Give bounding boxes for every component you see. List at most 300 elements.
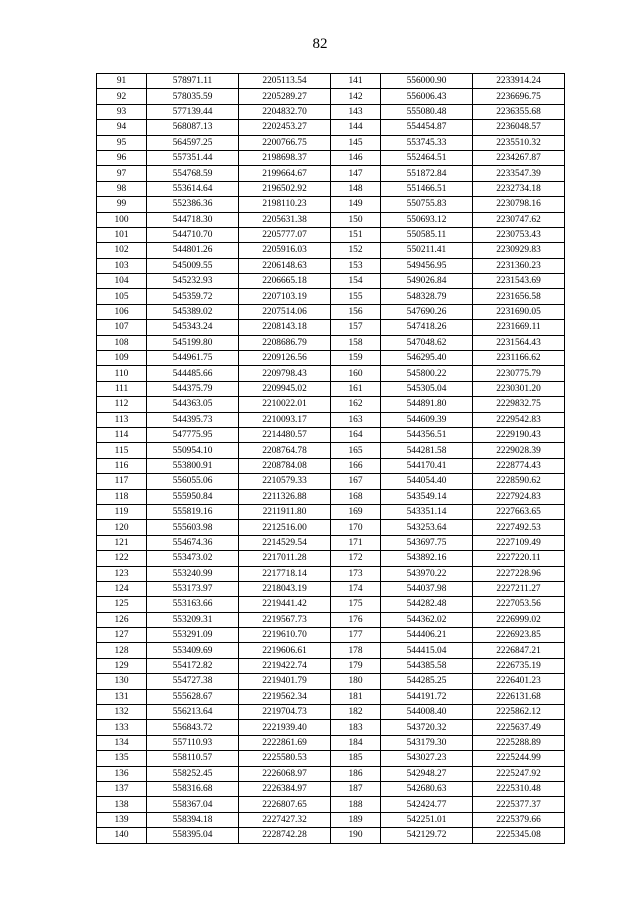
x-coordinate-cell: 548328.79	[381, 289, 473, 304]
table-row	[97, 289, 565, 304]
y-coordinate-cell: 2200766.75	[239, 135, 331, 150]
table-row	[97, 366, 565, 381]
point-number-cell: 93	[97, 104, 147, 119]
point-number-cell: 171	[331, 535, 381, 550]
x-coordinate-cell: 550954.10	[147, 443, 239, 458]
table-row	[97, 458, 565, 473]
table-row	[97, 335, 565, 350]
y-coordinate-cell: 2230798.16	[473, 197, 565, 212]
point-number-cell: 106	[97, 304, 147, 319]
x-coordinate-cell: 556213.64	[147, 705, 239, 720]
x-coordinate-cell: 544191.72	[381, 689, 473, 704]
x-coordinate-cell: 543892.16	[381, 551, 473, 566]
x-coordinate-cell: 542424.77	[381, 797, 473, 812]
y-coordinate-cell: 2219441.42	[239, 597, 331, 612]
x-coordinate-cell: 542680.63	[381, 781, 473, 796]
table-row	[97, 643, 565, 658]
y-coordinate-cell: 2233547.39	[473, 166, 565, 181]
point-number-cell: 184	[331, 735, 381, 750]
x-coordinate-cell: 544362.02	[381, 612, 473, 627]
y-coordinate-cell: 2234267.87	[473, 150, 565, 165]
y-coordinate-cell: 2198698.37	[239, 150, 331, 165]
x-coordinate-cell: 550211.41	[381, 243, 473, 258]
table-row	[97, 381, 565, 396]
x-coordinate-cell: 543179.30	[381, 735, 473, 750]
x-coordinate-cell: 542251.01	[381, 812, 473, 827]
x-coordinate-cell: 544375.79	[147, 381, 239, 396]
x-coordinate-cell: 558395.04	[147, 828, 239, 843]
point-number-cell: 109	[97, 351, 147, 366]
table-row	[97, 89, 565, 104]
point-number-cell: 161	[331, 381, 381, 396]
y-coordinate-cell: 2233914.24	[473, 74, 565, 89]
table-row	[97, 812, 565, 827]
y-coordinate-cell: 2205113.54	[239, 74, 331, 89]
x-coordinate-cell: 558367.04	[147, 797, 239, 812]
table-row	[97, 427, 565, 442]
x-coordinate-cell: 578971.11	[147, 74, 239, 89]
x-coordinate-cell: 545359.72	[147, 289, 239, 304]
y-coordinate-cell: 2227109.49	[473, 535, 565, 550]
y-coordinate-cell: 2230747.62	[473, 212, 565, 227]
y-coordinate-cell: 2226131.68	[473, 689, 565, 704]
y-coordinate-cell: 2206665.18	[239, 274, 331, 289]
y-coordinate-cell: 2231564.43	[473, 335, 565, 350]
point-number-cell: 172	[331, 551, 381, 566]
y-coordinate-cell: 2204832.70	[239, 104, 331, 119]
point-number-cell: 162	[331, 397, 381, 412]
point-number-cell: 174	[331, 581, 381, 596]
point-number-cell: 123	[97, 566, 147, 581]
y-coordinate-cell: 2227663.65	[473, 504, 565, 519]
point-number-cell: 98	[97, 181, 147, 196]
y-coordinate-cell: 2219401.79	[239, 674, 331, 689]
y-coordinate-cell: 2225345.08	[473, 828, 565, 843]
x-coordinate-cell: 553800.91	[147, 458, 239, 473]
x-coordinate-cell: 546295.40	[381, 351, 473, 366]
x-coordinate-cell: 578035.59	[147, 89, 239, 104]
x-coordinate-cell: 553173.97	[147, 581, 239, 596]
y-coordinate-cell: 2199664.67	[239, 166, 331, 181]
x-coordinate-cell: 550755.83	[381, 197, 473, 212]
point-number-cell: 122	[97, 551, 147, 566]
point-number-cell: 180	[331, 674, 381, 689]
x-coordinate-cell: 558394.18	[147, 812, 239, 827]
x-coordinate-cell: 558110.57	[147, 751, 239, 766]
x-coordinate-cell: 545343.24	[147, 320, 239, 335]
x-coordinate-cell: 544485.66	[147, 366, 239, 381]
y-coordinate-cell: 2225244.99	[473, 751, 565, 766]
table-row	[97, 751, 565, 766]
y-coordinate-cell: 2219610.70	[239, 628, 331, 643]
point-number-cell: 165	[331, 443, 381, 458]
point-number-cell: 152	[331, 243, 381, 258]
y-coordinate-cell: 2196502.92	[239, 181, 331, 196]
x-coordinate-cell: 553614.64	[147, 181, 239, 196]
y-coordinate-cell: 2219606.61	[239, 643, 331, 658]
y-coordinate-cell: 2205631.38	[239, 212, 331, 227]
x-coordinate-cell: 557351.44	[147, 150, 239, 165]
y-coordinate-cell: 2214529.54	[239, 535, 331, 550]
point-number-cell: 185	[331, 751, 381, 766]
x-coordinate-cell: 543027.23	[381, 751, 473, 766]
x-coordinate-cell: 553163.66	[147, 597, 239, 612]
x-coordinate-cell: 542129.72	[381, 828, 473, 843]
y-coordinate-cell: 2235510.32	[473, 135, 565, 150]
y-coordinate-cell: 2227220.11	[473, 551, 565, 566]
y-coordinate-cell: 2226807.65	[239, 797, 331, 812]
y-coordinate-cell: 2219704.73	[239, 705, 331, 720]
y-coordinate-cell: 2209945.02	[239, 381, 331, 396]
y-coordinate-cell: 2226999.02	[473, 612, 565, 627]
x-coordinate-cell: 555080.48	[381, 104, 473, 119]
point-number-cell: 94	[97, 120, 147, 135]
y-coordinate-cell: 2225379.66	[473, 812, 565, 827]
point-number-cell: 128	[97, 643, 147, 658]
table-row	[97, 535, 565, 550]
y-coordinate-cell: 2228774.43	[473, 458, 565, 473]
y-coordinate-cell: 2225862.12	[473, 705, 565, 720]
point-number-cell: 142	[331, 89, 381, 104]
table-row	[97, 150, 565, 165]
y-coordinate-cell: 2227492.53	[473, 520, 565, 535]
point-number-cell: 105	[97, 289, 147, 304]
x-coordinate-cell: 544363.05	[147, 397, 239, 412]
point-number-cell: 124	[97, 581, 147, 596]
table-row	[97, 612, 565, 627]
x-coordinate-cell: 547048.62	[381, 335, 473, 350]
table-row	[97, 351, 565, 366]
y-coordinate-cell: 2231669.11	[473, 320, 565, 335]
point-number-cell: 140	[97, 828, 147, 843]
y-coordinate-cell: 2231656.58	[473, 289, 565, 304]
y-coordinate-cell: 2208143.18	[239, 320, 331, 335]
point-number-cell: 130	[97, 674, 147, 689]
y-coordinate-cell: 2227924.83	[473, 489, 565, 504]
x-coordinate-cell: 577139.44	[147, 104, 239, 119]
y-coordinate-cell: 2210093.17	[239, 412, 331, 427]
point-number-cell: 137	[97, 781, 147, 796]
point-number-cell: 164	[331, 427, 381, 442]
x-coordinate-cell: 544961.75	[147, 351, 239, 366]
y-coordinate-cell: 2236048.57	[473, 120, 565, 135]
table-row	[97, 181, 565, 196]
table-row	[97, 781, 565, 796]
y-coordinate-cell: 2210579.33	[239, 474, 331, 489]
x-coordinate-cell: 550693.12	[381, 212, 473, 227]
x-coordinate-cell: 545009.55	[147, 258, 239, 273]
x-coordinate-cell: 550585.11	[381, 227, 473, 242]
point-number-cell: 189	[331, 812, 381, 827]
point-number-cell: 177	[331, 628, 381, 643]
y-coordinate-cell: 2226068.97	[239, 766, 331, 781]
table-row	[97, 212, 565, 227]
x-coordinate-cell: 549026.84	[381, 274, 473, 289]
x-coordinate-cell: 554768.59	[147, 166, 239, 181]
point-number-cell: 139	[97, 812, 147, 827]
table-row	[97, 735, 565, 750]
table-row	[97, 720, 565, 735]
coordinate-table-body	[97, 74, 565, 844]
x-coordinate-cell: 543970.22	[381, 566, 473, 581]
x-coordinate-cell: 543351.14	[381, 504, 473, 519]
point-number-cell: 146	[331, 150, 381, 165]
x-coordinate-cell: 545305.04	[381, 381, 473, 396]
x-coordinate-cell: 558252.45	[147, 766, 239, 781]
x-coordinate-cell: 544008.40	[381, 705, 473, 720]
y-coordinate-cell: 2228742.28	[239, 828, 331, 843]
y-coordinate-cell: 2209126.56	[239, 351, 331, 366]
table-row	[97, 489, 565, 504]
x-coordinate-cell: 544170.41	[381, 458, 473, 473]
x-coordinate-cell: 544356.51	[381, 427, 473, 442]
table-row	[97, 797, 565, 812]
point-number-cell: 187	[331, 781, 381, 796]
x-coordinate-cell: 555628.67	[147, 689, 239, 704]
y-coordinate-cell: 2212516.00	[239, 520, 331, 535]
x-coordinate-cell: 551466.51	[381, 181, 473, 196]
y-coordinate-cell: 2205777.07	[239, 227, 331, 242]
x-coordinate-cell: 555603.98	[147, 520, 239, 535]
point-number-cell: 108	[97, 335, 147, 350]
table-row	[97, 628, 565, 643]
point-number-cell: 129	[97, 658, 147, 673]
point-number-cell: 151	[331, 227, 381, 242]
point-number-cell: 119	[97, 504, 147, 519]
x-coordinate-cell: 543253.64	[381, 520, 473, 535]
x-coordinate-cell: 545800.22	[381, 366, 473, 381]
y-coordinate-cell: 2225377.37	[473, 797, 565, 812]
x-coordinate-cell: 568087.13	[147, 120, 239, 135]
y-coordinate-cell: 2228590.62	[473, 474, 565, 489]
y-coordinate-cell: 2231166.62	[473, 351, 565, 366]
y-coordinate-cell: 2226735.19	[473, 658, 565, 673]
x-coordinate-cell: 547418.26	[381, 320, 473, 335]
x-coordinate-cell: 553240.99	[147, 566, 239, 581]
point-number-cell: 121	[97, 535, 147, 550]
point-number-cell: 144	[331, 120, 381, 135]
point-number-cell: 150	[331, 212, 381, 227]
point-number-cell: 145	[331, 135, 381, 150]
point-number-cell: 112	[97, 397, 147, 412]
y-coordinate-cell: 2211326.88	[239, 489, 331, 504]
point-number-cell: 186	[331, 766, 381, 781]
table-row	[97, 766, 565, 781]
y-coordinate-cell: 2210022.01	[239, 397, 331, 412]
table-row	[97, 581, 565, 596]
x-coordinate-cell: 544282.48	[381, 597, 473, 612]
y-coordinate-cell: 2229542.83	[473, 412, 565, 427]
x-coordinate-cell: 543697.75	[381, 535, 473, 550]
x-coordinate-cell: 545232.93	[147, 274, 239, 289]
point-number-cell: 173	[331, 566, 381, 581]
point-number-cell: 153	[331, 258, 381, 273]
point-number-cell: 131	[97, 689, 147, 704]
point-number-cell: 116	[97, 458, 147, 473]
y-coordinate-cell: 2206148.63	[239, 258, 331, 273]
point-number-cell: 134	[97, 735, 147, 750]
y-coordinate-cell: 2226847.21	[473, 643, 565, 658]
point-number-cell: 170	[331, 520, 381, 535]
table-row	[97, 197, 565, 212]
point-number-cell: 166	[331, 458, 381, 473]
x-coordinate-cell: 544718.30	[147, 212, 239, 227]
table-row	[97, 551, 565, 566]
y-coordinate-cell: 2226384.97	[239, 781, 331, 796]
y-coordinate-cell: 2207514.06	[239, 304, 331, 319]
y-coordinate-cell: 2227053.56	[473, 597, 565, 612]
point-number-cell: 160	[331, 366, 381, 381]
y-coordinate-cell: 2208686.79	[239, 335, 331, 350]
table-row	[97, 566, 565, 581]
x-coordinate-cell: 551872.84	[381, 166, 473, 181]
x-coordinate-cell: 543549.14	[381, 489, 473, 504]
table-row	[97, 135, 565, 150]
x-coordinate-cell: 556006.43	[381, 89, 473, 104]
x-coordinate-cell: 547690.26	[381, 304, 473, 319]
table-row	[97, 520, 565, 535]
y-coordinate-cell: 2225247.92	[473, 766, 565, 781]
x-coordinate-cell: 552464.51	[381, 150, 473, 165]
y-coordinate-cell: 2226923.85	[473, 628, 565, 643]
point-number-cell: 169	[331, 504, 381, 519]
point-number-cell: 154	[331, 274, 381, 289]
x-coordinate-cell: 544054.40	[381, 474, 473, 489]
x-coordinate-cell: 544285.25	[381, 674, 473, 689]
y-coordinate-cell: 2225580.53	[239, 751, 331, 766]
x-coordinate-cell: 553209.31	[147, 612, 239, 627]
point-number-cell: 158	[331, 335, 381, 350]
y-coordinate-cell: 2207103.19	[239, 289, 331, 304]
table-row	[97, 304, 565, 319]
y-coordinate-cell: 2209798.43	[239, 366, 331, 381]
table-row	[97, 166, 565, 181]
x-coordinate-cell: 553291.09	[147, 628, 239, 643]
y-coordinate-cell: 2202453.27	[239, 120, 331, 135]
x-coordinate-cell: 552386.36	[147, 197, 239, 212]
point-number-cell: 149	[331, 197, 381, 212]
point-number-cell: 176	[331, 612, 381, 627]
y-coordinate-cell: 2227427.32	[239, 812, 331, 827]
y-coordinate-cell: 2219422.74	[239, 658, 331, 673]
point-number-cell: 97	[97, 166, 147, 181]
y-coordinate-cell: 2231690.05	[473, 304, 565, 319]
table-row	[97, 705, 565, 720]
y-coordinate-cell: 2221939.40	[239, 720, 331, 735]
table-row	[97, 674, 565, 689]
y-coordinate-cell: 2230929.83	[473, 243, 565, 258]
x-coordinate-cell: 555819.16	[147, 504, 239, 519]
point-number-cell: 107	[97, 320, 147, 335]
x-coordinate-cell: 544385.58	[381, 658, 473, 673]
y-coordinate-cell: 2230753.43	[473, 227, 565, 242]
point-number-cell: 115	[97, 443, 147, 458]
y-coordinate-cell: 2205289.27	[239, 89, 331, 104]
table-row	[97, 243, 565, 258]
point-number-cell: 147	[331, 166, 381, 181]
y-coordinate-cell: 2227211.27	[473, 581, 565, 596]
table-row	[97, 274, 565, 289]
point-number-cell: 101	[97, 227, 147, 242]
point-number-cell: 126	[97, 612, 147, 627]
y-coordinate-cell: 2227228.96	[473, 566, 565, 581]
point-number-cell: 117	[97, 474, 147, 489]
table-row	[97, 258, 565, 273]
y-coordinate-cell: 2198110.23	[239, 197, 331, 212]
y-coordinate-cell: 2214480.57	[239, 427, 331, 442]
y-coordinate-cell: 2225637.49	[473, 720, 565, 735]
y-coordinate-cell: 2229832.75	[473, 397, 565, 412]
point-number-cell: 143	[331, 104, 381, 119]
point-number-cell: 95	[97, 135, 147, 150]
y-coordinate-cell: 2229190.43	[473, 427, 565, 442]
point-number-cell: 110	[97, 366, 147, 381]
y-coordinate-cell: 2208784.08	[239, 458, 331, 473]
table-row	[97, 828, 565, 843]
x-coordinate-cell: 557110.93	[147, 735, 239, 750]
x-coordinate-cell: 544801.26	[147, 243, 239, 258]
point-number-cell: 99	[97, 197, 147, 212]
x-coordinate-cell: 553745.33	[381, 135, 473, 150]
x-coordinate-cell: 555950.84	[147, 489, 239, 504]
point-number-cell: 96	[97, 150, 147, 165]
x-coordinate-cell: 544037.98	[381, 581, 473, 596]
y-coordinate-cell: 2219567.73	[239, 612, 331, 627]
y-coordinate-cell: 2229028.39	[473, 443, 565, 458]
point-number-cell: 104	[97, 274, 147, 289]
point-number-cell: 155	[331, 289, 381, 304]
point-number-cell: 135	[97, 751, 147, 766]
point-number-cell: 178	[331, 643, 381, 658]
x-coordinate-cell: 544406.21	[381, 628, 473, 643]
y-coordinate-cell: 2208764.78	[239, 443, 331, 458]
table-row	[97, 689, 565, 704]
table-row	[97, 412, 565, 427]
point-number-cell: 91	[97, 74, 147, 89]
point-number-cell: 92	[97, 89, 147, 104]
y-coordinate-cell: 2226401.23	[473, 674, 565, 689]
point-number-cell: 159	[331, 351, 381, 366]
coordinate-table	[96, 73, 565, 844]
y-coordinate-cell: 2217011.28	[239, 551, 331, 566]
point-number-cell: 188	[331, 797, 381, 812]
point-number-cell: 125	[97, 597, 147, 612]
y-coordinate-cell: 2211911.80	[239, 504, 331, 519]
point-number-cell: 113	[97, 412, 147, 427]
point-number-cell: 141	[331, 74, 381, 89]
table-row	[97, 397, 565, 412]
x-coordinate-cell: 544415.04	[381, 643, 473, 658]
y-coordinate-cell: 2222861.69	[239, 735, 331, 750]
x-coordinate-cell: 556000.90	[381, 74, 473, 89]
x-coordinate-cell: 554454.87	[381, 120, 473, 135]
y-coordinate-cell: 2205916.03	[239, 243, 331, 258]
x-coordinate-cell: 556843.72	[147, 720, 239, 735]
y-coordinate-cell: 2230775.79	[473, 366, 565, 381]
y-coordinate-cell: 2236355.68	[473, 104, 565, 119]
x-coordinate-cell: 544395.73	[147, 412, 239, 427]
x-coordinate-cell: 564597.25	[147, 135, 239, 150]
point-number-cell: 138	[97, 797, 147, 812]
point-number-cell: 167	[331, 474, 381, 489]
table-row	[97, 443, 565, 458]
x-coordinate-cell: 554727.38	[147, 674, 239, 689]
point-number-cell: 103	[97, 258, 147, 273]
point-number-cell: 190	[331, 828, 381, 843]
x-coordinate-cell: 545199.80	[147, 335, 239, 350]
point-number-cell: 157	[331, 320, 381, 335]
point-number-cell: 114	[97, 427, 147, 442]
